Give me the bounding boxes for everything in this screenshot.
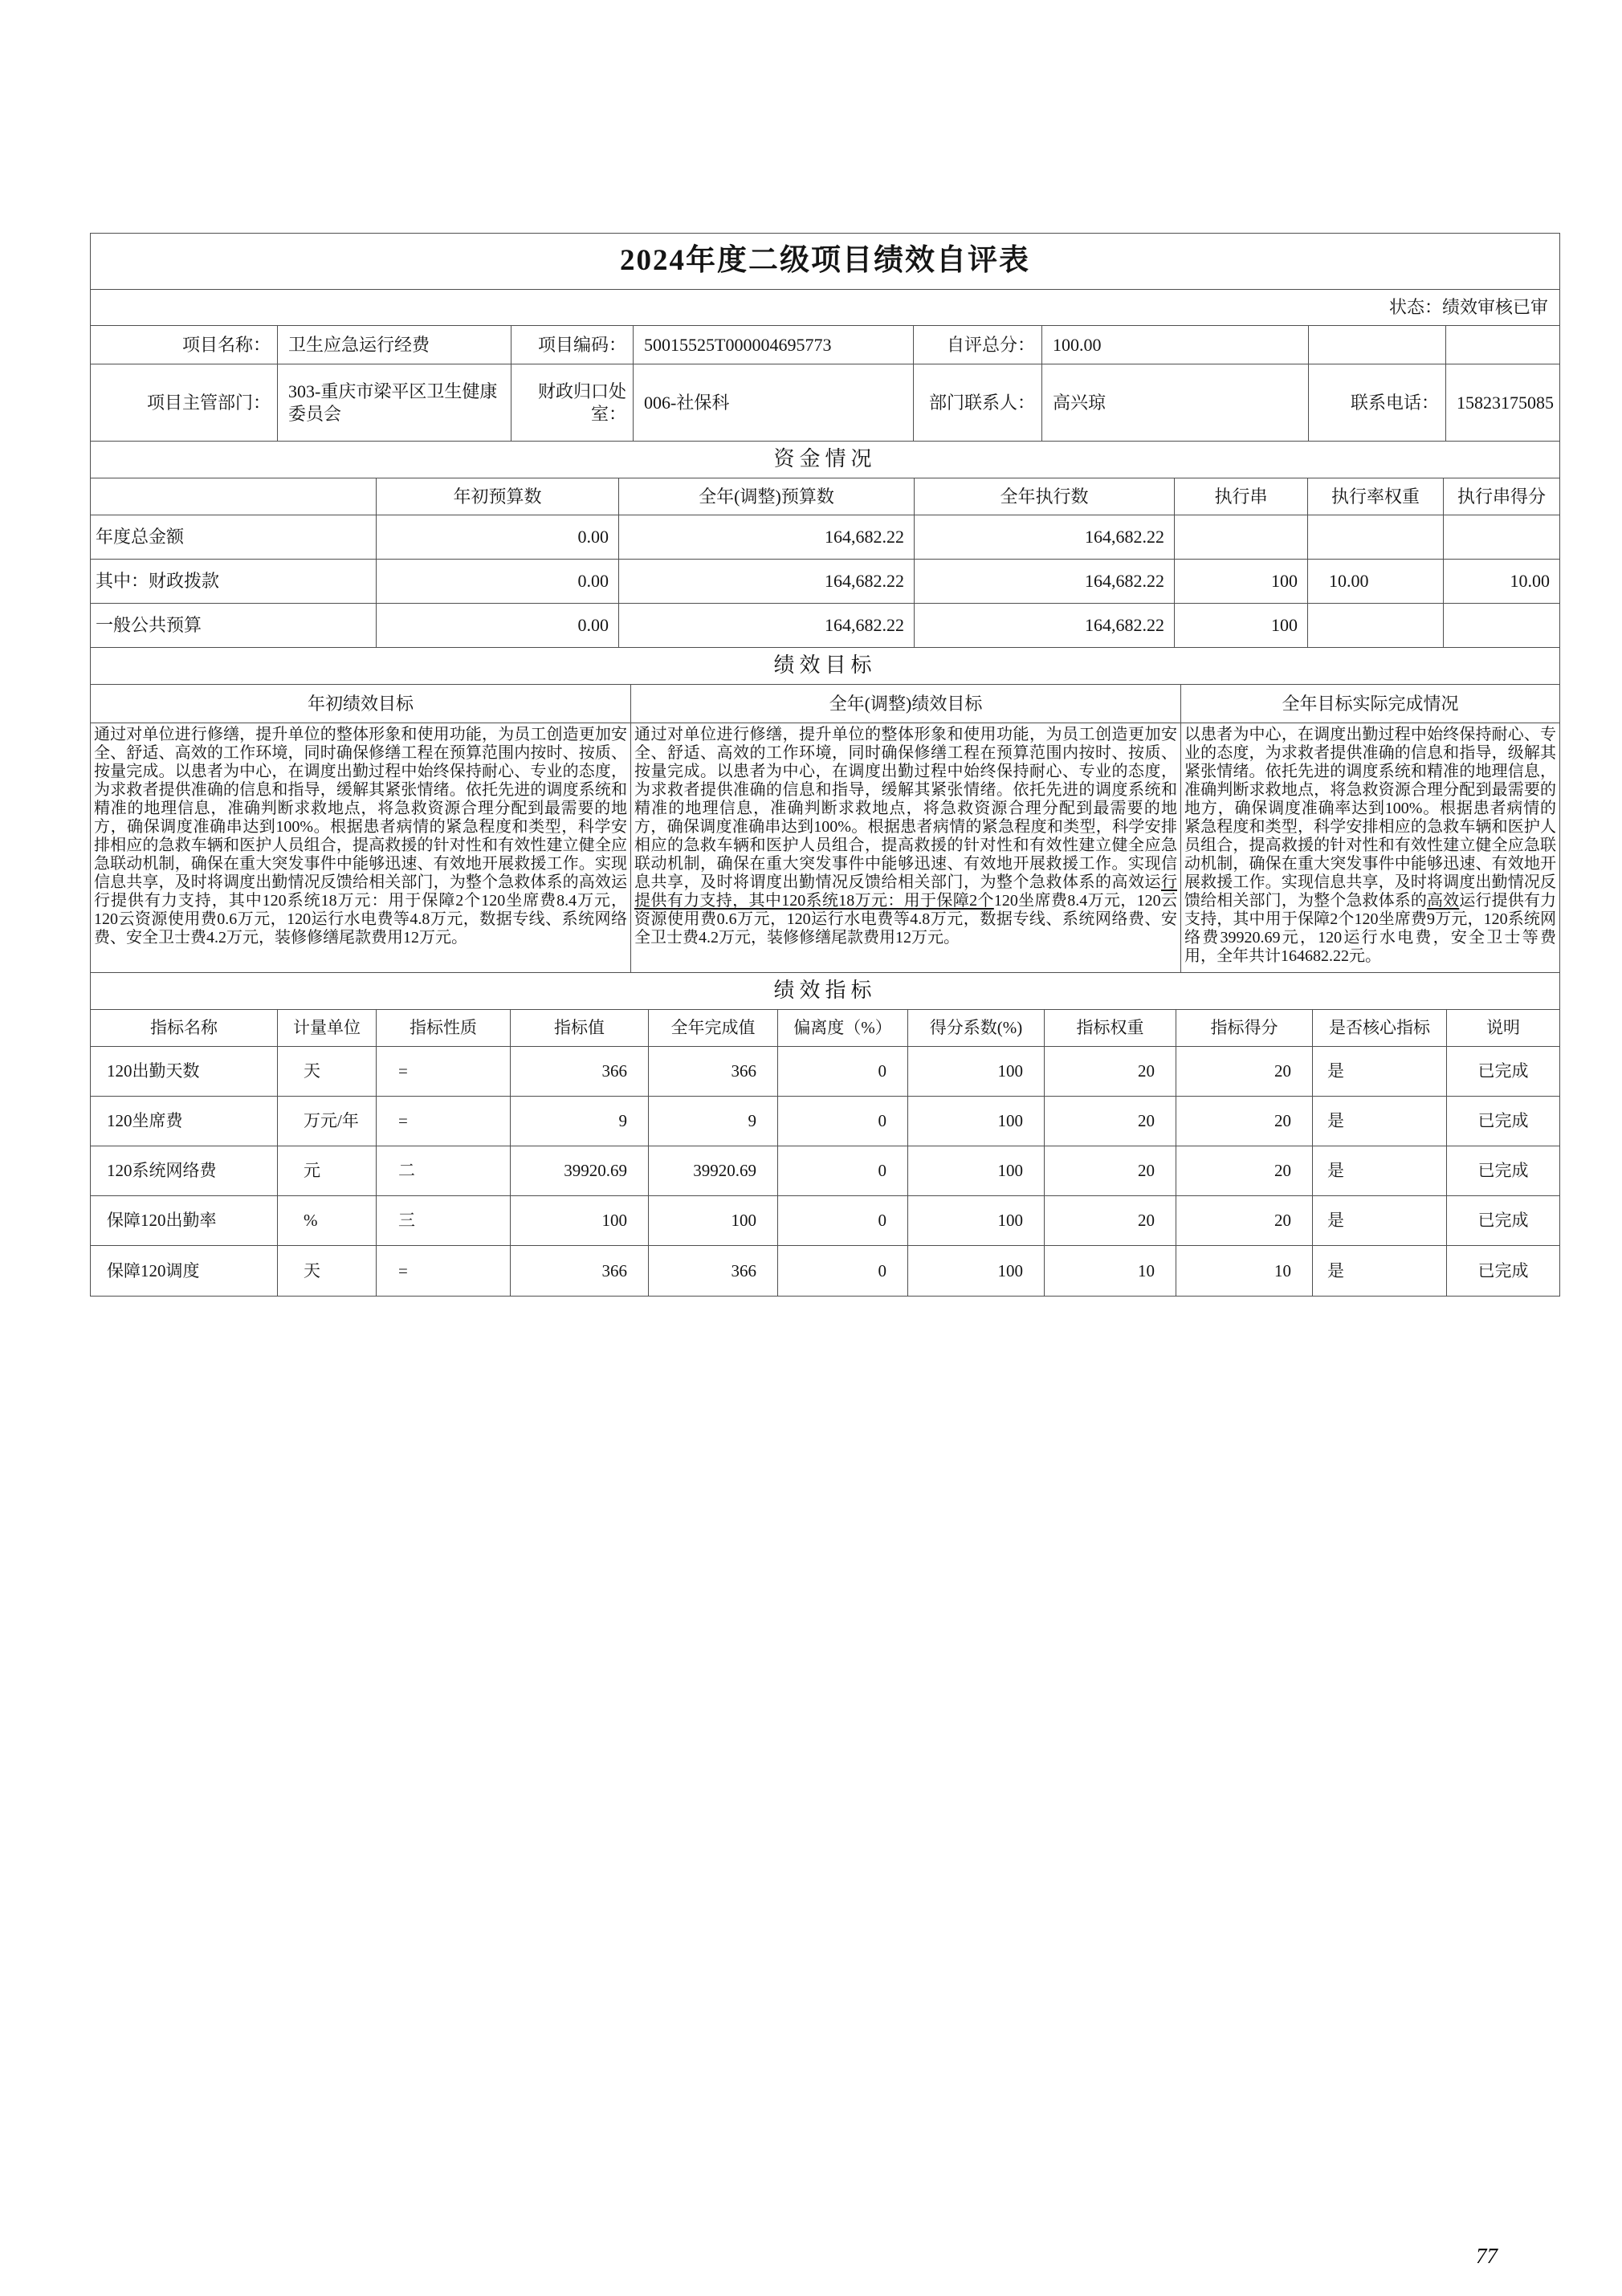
- indicator-deviation: 0: [778, 1097, 908, 1146]
- indicator-score: 20: [1176, 1047, 1313, 1096]
- indicator-name: 120出勤天数: [91, 1047, 278, 1096]
- indicator-note: 已完成: [1477, 1260, 1529, 1280]
- indicator-completed: 39920.69: [649, 1146, 778, 1195]
- self-score-value: 100.00: [1042, 326, 1309, 364]
- indicator-nature: =: [377, 1246, 511, 1296]
- indicator-header-deviation: 偏离度（%）: [778, 1010, 908, 1046]
- dept-label: 项目主管部门：: [91, 364, 278, 441]
- indicator-weight: 20: [1045, 1196, 1176, 1245]
- indicator-score: 20: [1176, 1146, 1313, 1195]
- indicator-target: 100: [511, 1196, 649, 1245]
- funding-section-title: 资金情况: [773, 447, 877, 471]
- status-text: 状态：绩效审核已审: [1388, 297, 1548, 318]
- project-code-value: 50015525T000004695773: [634, 326, 914, 364]
- funding-header-empty: [91, 478, 377, 515]
- funding-row-label: 年度总金额: [91, 515, 377, 559]
- contact-value: 高兴琼: [1042, 364, 1309, 441]
- self-score-label: 自评总分：: [914, 326, 1042, 364]
- indicator-header-weight: 指标权重: [1045, 1010, 1176, 1046]
- funding-header-rate-score: 执行串得分: [1457, 486, 1546, 507]
- goals-actual-text-before: 以患者为中心，在调度出勤过程中始终保持耐心、专业的态度，为求救者提供准确的信息和指导，级解其紧张情绪。依托先进的调度系统和精准的地理信息，准确判断求救地点，将急救资源合理分配到最需要的地方，确保调度准确率达到100%。根据患者病情的紧急程度和类型，科学安排相应的急救车辆和医护人员组合，提高救援的针对性和有效性建立健全应急联动机制，确保在重大突发事件中能够迅速、有效地开展救援工作。实现信息共享，及时将调度出勤情况反馈给相关部门，为整个急救体系的: [1184, 726, 1556, 910]
- indicator-name: 120坐席费: [91, 1097, 278, 1146]
- funding-header-rate: 执行串: [1175, 478, 1308, 515]
- indicator-note: 已完成: [1477, 1161, 1529, 1181]
- funding-rate-weight-value: [1308, 604, 1444, 647]
- indicator-coefficient: 100: [908, 1047, 1045, 1096]
- contact-label: 部门联系人：: [914, 364, 1042, 441]
- indicator-weight: 10: [1045, 1246, 1176, 1296]
- indicator-score: 10: [1176, 1246, 1313, 1296]
- indicator-row: [91, 1196, 1559, 1246]
- project-info-row-1: [91, 326, 1559, 364]
- indicator-target: 9: [511, 1097, 649, 1146]
- evaluation-form-table: [90, 233, 1560, 1297]
- funding-header-executed: 全年执行数: [915, 478, 1175, 515]
- project-name-label: 项目名称：: [91, 326, 278, 364]
- indicator-deviation: 0: [778, 1246, 908, 1296]
- project-info-row-2: [91, 364, 1559, 442]
- goals-actual-text-underlined: 高效: [1427, 892, 1460, 910]
- goals-body-row: [91, 723, 1559, 973]
- funding-rate-value: [1175, 515, 1308, 559]
- indicator-row: [91, 1146, 1559, 1196]
- indicator-header-target: 指标值: [511, 1010, 649, 1046]
- goals-section-title: 绩效目标: [773, 653, 877, 678]
- indicator-target: 366: [511, 1246, 649, 1296]
- indicator-score: 20: [1176, 1196, 1313, 1245]
- indicator-deviation: 0: [778, 1146, 908, 1195]
- indicator-nature: 三: [377, 1196, 511, 1245]
- funding-rate-value: 100: [1175, 560, 1308, 603]
- indicator-row: [91, 1246, 1559, 1296]
- funding-executed-value: 164,682.22: [915, 560, 1175, 603]
- funding-row-total: [91, 515, 1559, 560]
- indicator-coefficient: 100: [908, 1146, 1045, 1195]
- indicator-unit: %: [278, 1196, 377, 1245]
- goals-header-actual: 全年目标实际完成情况: [1282, 693, 1459, 714]
- indicator-coefficient: 100: [908, 1246, 1045, 1296]
- indicator-header-core: 是否核心指标: [1313, 1010, 1447, 1046]
- funding-initial-value: 0.00: [377, 560, 619, 603]
- indicator-completed: 366: [649, 1246, 778, 1296]
- empty-cell: [1309, 326, 1446, 364]
- indicator-weight: 20: [1045, 1146, 1176, 1195]
- funding-adjusted-value: 164,682.22: [619, 515, 915, 559]
- phone-label: 联系电话：: [1309, 364, 1446, 441]
- indicator-header-coefficient: 得分系数(%): [908, 1010, 1045, 1046]
- indicator-row: [91, 1097, 1559, 1146]
- indicator-unit: 万元/年: [278, 1097, 377, 1146]
- funding-section-title-row: [91, 442, 1559, 478]
- indicator-deviation: 0: [778, 1047, 908, 1096]
- indicator-unit: 天: [278, 1246, 377, 1296]
- indicator-nature: 二: [377, 1146, 511, 1195]
- indicator-unit: 天: [278, 1047, 377, 1096]
- funding-rate-value: 100: [1175, 604, 1308, 647]
- indicator-score: 20: [1176, 1097, 1313, 1146]
- indicator-core: 是: [1313, 1246, 1447, 1296]
- indicator-header-note: 说明: [1486, 1018, 1520, 1038]
- indicator-nature: =: [377, 1047, 511, 1096]
- funding-rate-score-value: [1444, 604, 1559, 647]
- funding-header-adjusted: 全年(调整)预算数: [619, 478, 915, 515]
- page-title: 2024年度二级项目绩效自评表: [620, 244, 1030, 278]
- indicator-core: 是: [1313, 1047, 1447, 1096]
- indicator-name: 保障120调度: [91, 1246, 278, 1296]
- indicator-completed: 366: [649, 1047, 778, 1096]
- funding-executed-value: 164,682.22: [915, 604, 1175, 647]
- indicator-note: 已完成: [1477, 1111, 1529, 1131]
- indicator-target: 366: [511, 1047, 649, 1096]
- indicator-deviation: 0: [778, 1196, 908, 1245]
- goals-adjusted-text-underlined: 行提供有力支持，其中120系统18万元：用于保障2个: [634, 873, 1177, 910]
- page-number: 77: [1476, 2244, 1498, 2268]
- funding-rate-score-value: [1444, 515, 1559, 559]
- goals-adjusted-text: [631, 723, 1181, 972]
- indicator-header-name: 指标名称: [91, 1010, 278, 1046]
- funding-rate-weight-value: [1308, 515, 1444, 559]
- goals-header-adjusted: 全年(调整)绩效目标: [631, 685, 1181, 723]
- funding-initial-value: 0.00: [377, 515, 619, 559]
- empty-cell: [1446, 326, 1559, 364]
- indicator-weight: 20: [1045, 1097, 1176, 1146]
- goals-adjusted-text-before: 通过对单位进行修缮，提升单位的整体形象和使用功能，为员工创造更加安全、舒适、高效的工作环境，同时确保修缮工程在预算范围内按时、按质、按量完成。以患者为中心，在调度出勤过程中始终保持耐心、专业的态度，为求救者提供准确的信息和指导，缓解其紧张情绪。依托先进的调度系统和精准的地理信息，准确判断求救地点，将急救资源合理分配到最需要的地方，确保调度准确串达到100%。根据患者病情的紧急程度和类型，科学安排相应的急救车辆和医护人员组合，提高救援的针对性和有效性建立健全应急联动机制，确保在重大突发事件中能够迅速、有效地开展救援工作。实现信息共享，及时将谓度出勤情况反馈给相关部门，为整个急救体系的高效运: [634, 726, 1177, 891]
- indicator-name: 保障120出勤率: [91, 1196, 278, 1245]
- funding-row-public-budget: [91, 604, 1559, 648]
- indicator-core: 是: [1313, 1146, 1447, 1195]
- indicator-header-nature: 指标性质: [377, 1010, 511, 1046]
- indicator-note: 已完成: [1477, 1211, 1529, 1231]
- dept-value: 303-重庆市梁平区卫生健康委员会: [278, 364, 511, 441]
- indicator-completed: 100: [649, 1196, 778, 1245]
- project-code-label: 项目编码：: [511, 326, 634, 364]
- finance-office-value: 006-社保科: [634, 364, 914, 441]
- indicator-note: 已完成: [1477, 1061, 1529, 1081]
- title-row: [91, 234, 1559, 290]
- indicators-section-title: 绩效指标: [773, 979, 877, 1003]
- funding-rate-score-value: 10.00: [1510, 571, 1550, 592]
- finance-office-label: 财政归口处室：: [511, 364, 634, 441]
- indicator-core: 是: [1313, 1196, 1447, 1245]
- funding-header-initial: 年初预算数: [377, 478, 619, 515]
- goals-adjusted-text-after: 120坐席费8.4万元，120云资源使用费0.6万元，120运行水电费等4.8万元，数据专线、系统网络费、安全卫士费4.2万元，装修修缮尾款费用12万元。: [634, 892, 1178, 946]
- funding-row-label: 一般公共预算: [91, 604, 377, 647]
- indicator-coefficient: 100: [908, 1097, 1045, 1146]
- funding-header-rate-weight: 执行率权重: [1308, 478, 1444, 515]
- indicator-completed: 9: [649, 1097, 778, 1146]
- goals-actual-text-after: 运行提供有力支持，其中用于保障2个120坐席费9万元，120系统网络费39920.69元，120运行水电费，安全卫士等费用，全年共计164682.22元。: [1184, 892, 1557, 965]
- funding-row-fiscal: [91, 560, 1559, 604]
- indicator-nature: =: [377, 1097, 511, 1146]
- indicator-weight: 20: [1045, 1047, 1176, 1096]
- funding-initial-value: 0.00: [377, 604, 619, 647]
- indicator-target: 39920.69: [511, 1146, 649, 1195]
- goals-initial-text: 通过对单位进行修缮，提升单位的整体形象和使用功能，为员工创造更加安全、舒适、高效的工作环境，同时确保修缮工程在预算范围内按时、按质、按量完成。以患者为中心，在调度出勤过程中始终保持耐心、专业的态度，为求救者提供准确的信息和指导，缓解其紧张情绪。依托先进的调度系统和精准的地理信息，准确判断求救地点，将急救资源合理分配到最需要的地方，确保调度准确串达到100%。根据患者病情的紧急程度和类型，科学安排相应的急救车辆和医护人员组合，提高救援的针对性和有效性建立健全应急联动机制，确保在重大突发事件中能够迅速、有效地开展救援工作。实现信息共享，及时将调度出勤情况反馈给相关部门，为整个急救体系的高效运行提供有力支持，其中120系统18万元：用于保障2个120坐席费8.4万元，120云资源使用费0.6万元，120运行水电费等4.8万元，数据专线、系统网络费、安全卫士费4.2万元，装修修缮尾款费用12万元。: [91, 723, 631, 972]
- status-row: [91, 290, 1559, 326]
- goals-header-row: [91, 685, 1559, 723]
- indicator-unit: 元: [278, 1146, 377, 1195]
- funding-header-row: [91, 478, 1559, 515]
- indicator-coefficient: 100: [908, 1196, 1045, 1245]
- indicator-core: 是: [1313, 1097, 1447, 1146]
- funding-row-label: 其中：财政拨款: [91, 560, 377, 603]
- goals-actual-text: [1181, 723, 1559, 972]
- indicator-name: 120系统网络费: [91, 1146, 278, 1195]
- indicators-header-row: [91, 1010, 1559, 1047]
- funding-executed-value: 164,682.22: [915, 515, 1175, 559]
- indicator-header-unit: 计量单位: [278, 1010, 377, 1046]
- goals-section-title-row: [91, 648, 1559, 685]
- funding-adjusted-value: 164,682.22: [619, 560, 915, 603]
- indicator-header-score: 指标得分: [1176, 1010, 1313, 1046]
- goals-header-initial: 年初绩效目标: [91, 685, 631, 723]
- funding-rate-weight-value: 10.00: [1308, 560, 1444, 603]
- indicator-header-completed: 全年完成值: [649, 1010, 778, 1046]
- funding-adjusted-value: 164,682.22: [619, 604, 915, 647]
- phone-value: 15823175085: [1457, 392, 1554, 413]
- indicators-section-title-row: [91, 973, 1559, 1010]
- project-name-value: 卫生应急运行经费: [278, 326, 511, 364]
- indicator-row: [91, 1047, 1559, 1097]
